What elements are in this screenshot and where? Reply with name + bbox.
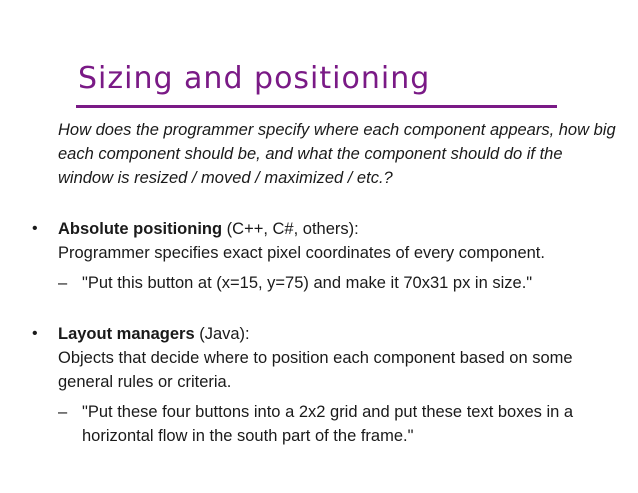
bullet-marker: • <box>32 325 38 342</box>
sub-bullet-example <box>58 271 622 295</box>
bullet-content <box>58 322 622 394</box>
intro-question: How does the programmer specify where each component appears, how big each component should be, and what the component should do if the window is resized / moved / maximized / etc.? <box>58 121 616 187</box>
bullet-heading-bold: Layout managers <box>58 325 195 343</box>
title-underline <box>76 105 557 108</box>
bullet-heading <box>58 217 622 241</box>
bullet-marker: • <box>32 220 38 237</box>
bullet-description: Objects that decide where to position each component based on some general rules or criteria. <box>58 349 573 391</box>
bullet-layout-managers <box>32 322 622 448</box>
bullet-absolute-positioning <box>32 217 622 295</box>
slide-title: Sizing and positioning <box>78 61 431 96</box>
sub-bullet-text: "Put this button at (x=15, y=75) and make it 70x31 px in size." <box>82 274 533 292</box>
sub-bullet-example <box>58 400 622 448</box>
sub-bullet-marker: – <box>58 403 68 421</box>
sub-bullet-text: "Put these four buttons into a 2x2 grid and put these text boxes in a horizontal flow in the south part of the frame." <box>82 403 574 445</box>
bullet-heading-rest: (Java): <box>194 325 250 343</box>
bullet-heading <box>58 322 622 346</box>
bullet-heading-bold: Absolute positioning <box>58 220 223 238</box>
bullet-heading-rest: (C++, C#, others): <box>222 220 359 238</box>
sub-bullet-marker: – <box>58 274 68 292</box>
bullet-content <box>58 217 622 265</box>
bullet-description: Programmer specifies exact pixel coordinates of every component. <box>58 244 545 262</box>
